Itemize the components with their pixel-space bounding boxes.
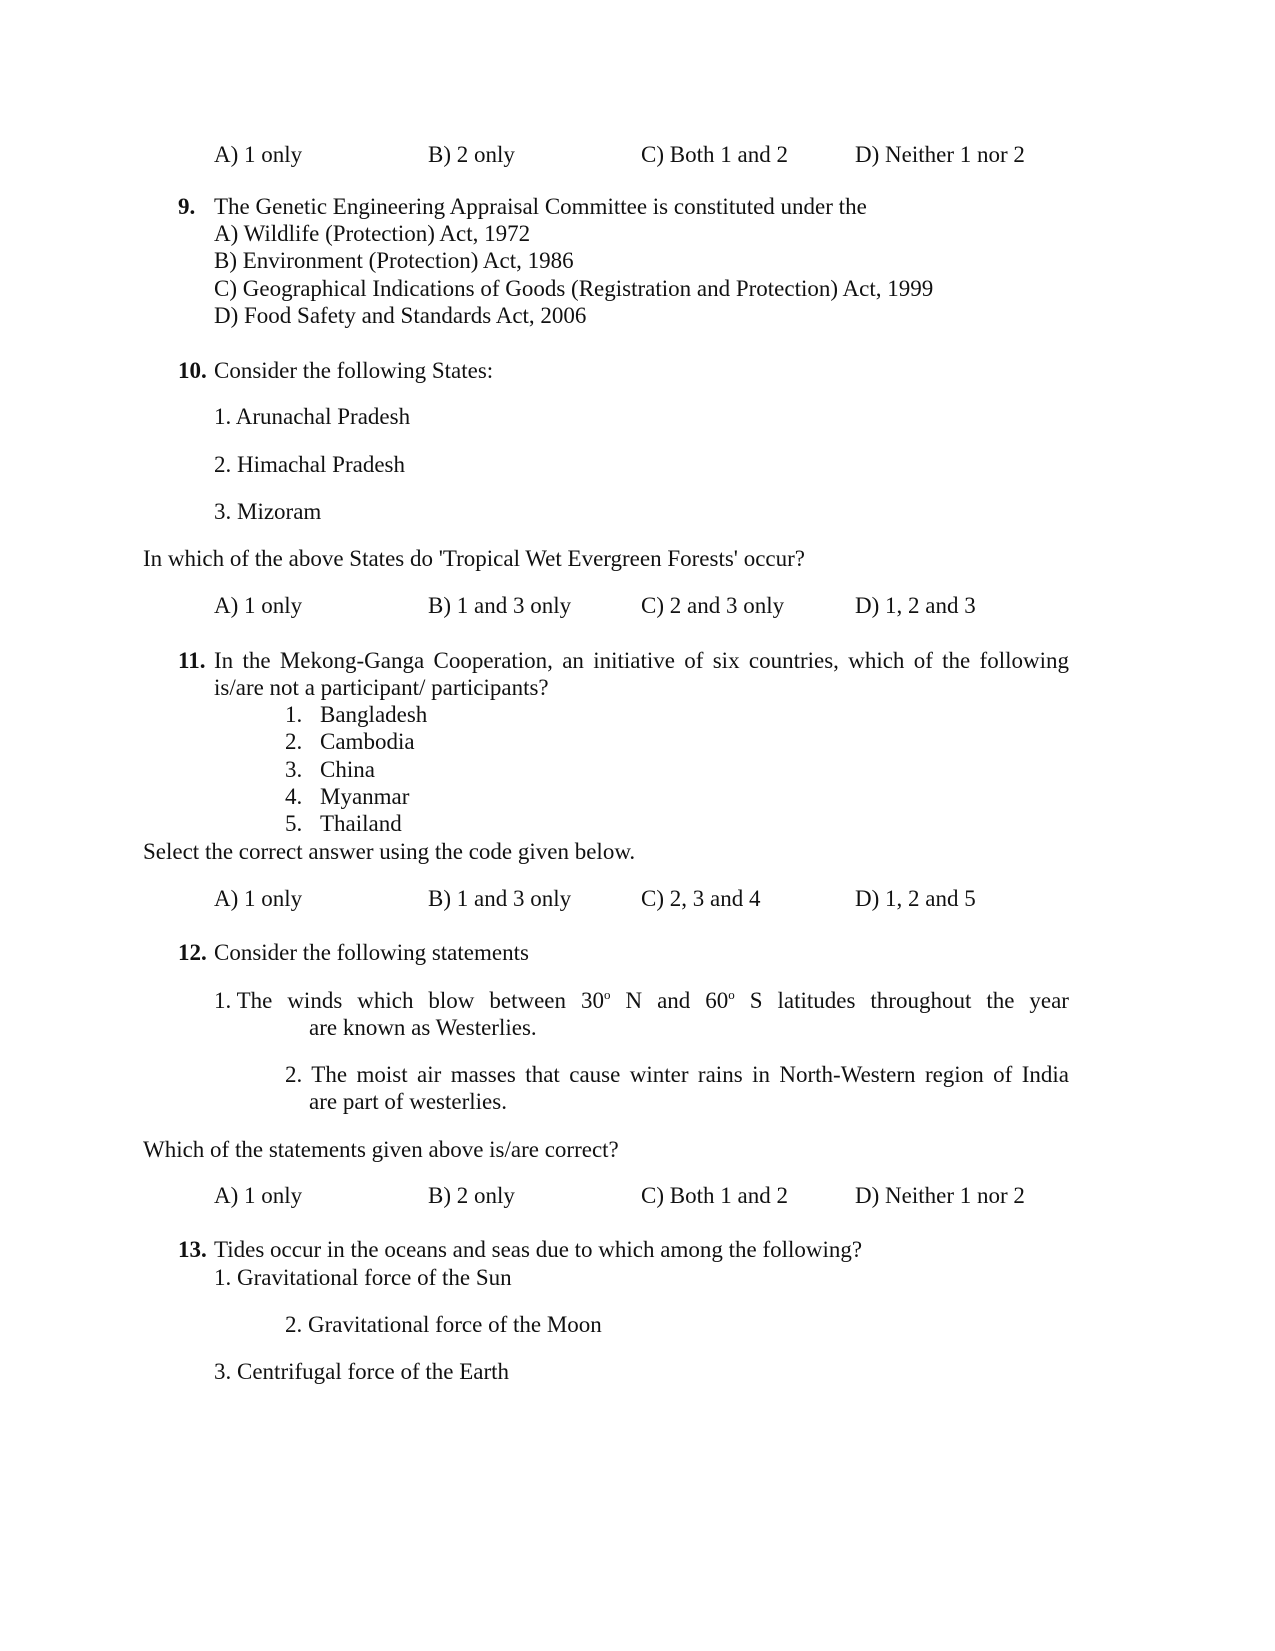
q11-item-text: Cambodia (320, 729, 415, 754)
q12-option-c: C) Both 1 and 2 (641, 1183, 788, 1208)
q11-item-text: Bangladesh (320, 702, 428, 727)
q10-option-a: A) 1 only (214, 593, 303, 618)
q12-s1-word: throughout (870, 988, 972, 1013)
q12-s1-word: blow (428, 988, 475, 1013)
q9-option-a: A) Wildlife (Protection) Act, 1972 (214, 221, 531, 246)
q12-s1-word: 1. The (214, 988, 273, 1013)
q12-s1-word: between (489, 988, 567, 1013)
q11-item-text: Thailand (320, 811, 402, 836)
q8-option-d: D) Neither 1 nor 2 (855, 142, 1025, 167)
q12-statement-1-line-2: are known as Westerlies. (309, 1015, 537, 1040)
q12-s1-latitude-30: 30$^o$ (581, 987, 611, 1013)
q11-item-number: 3. (285, 757, 303, 782)
q13-stem: Tides occur in the oceans and seas due to which among the following? (214, 1237, 863, 1262)
q11-stem-line-2: is/are not a participant/ participants? (214, 675, 549, 700)
q11-option-d: D) 1, 2 and 5 (855, 886, 976, 911)
q12-s1-word: N (625, 988, 643, 1013)
q9-option-d: D) Food Safety and Standards Act, 2006 (214, 303, 587, 328)
q8-option-c: C) Both 1 and 2 (641, 142, 788, 167)
q9-option-c: C) Geographical Indications of Goods (Registration and Protection) Act, 1999 (214, 276, 934, 301)
q12-statement-2-line-1: 2. The moist air masses that cause winter rains in North-Western region of India (285, 1062, 1069, 1087)
q8-option-b: B) 2 only (428, 142, 515, 167)
q13-item-2: 2. Gravitational force of the Moon (285, 1312, 602, 1337)
q13-item-3: 3. Centrifugal force of the Earth (214, 1359, 510, 1384)
q10-option-c: C) 2 and 3 only (641, 593, 785, 618)
q11-item-number: 2. (285, 729, 303, 754)
q11-option-c: C) 2, 3 and 4 (641, 886, 761, 911)
q12-statement-1-line-1 (214, 987, 1069, 1015)
q10-number: 10. (178, 358, 207, 383)
q12-option-a: A) 1 only (214, 1183, 303, 1208)
q11-option-a: A) 1 only (214, 886, 303, 911)
q9-option-b: B) Environment (Protection) Act, 1986 (214, 248, 574, 273)
q10-option-b: B) 1 and 3 only (428, 593, 572, 618)
q12-s1-latitude-60: 60$^o$ (705, 987, 735, 1013)
q12-stem: Consider the following statements (214, 940, 529, 965)
q13-item-1: 1. Gravitational force of the Sun (214, 1265, 512, 1290)
q10-item-1: 1. Arunachal Pradesh (214, 404, 411, 429)
q11-item-text: Myanmar (320, 784, 410, 809)
q12-s1-word: and (657, 988, 691, 1013)
q11-item-number: 5. (285, 811, 303, 836)
q12-statement-2-line-2: are part of westerlies. (309, 1089, 507, 1114)
q11-item-number: 1. (285, 702, 303, 727)
q12-s1-word: winds (287, 988, 343, 1013)
q11-item-text: China (320, 757, 375, 782)
q11-number: 11. (178, 648, 206, 673)
q11-stem-line-1: In the Mekong-Ganga Cooperation, an initiative of six countries, which of the following (214, 648, 1069, 673)
q9-stem: The Genetic Engineering Appraisal Committee is constituted under the (214, 194, 867, 219)
q12-option-b: B) 2 only (428, 1183, 515, 1208)
q12-option-d: D) Neither 1 nor 2 (855, 1183, 1025, 1208)
q12-s1-word: which (357, 988, 414, 1013)
q13-number: 13. (178, 1237, 207, 1262)
q12-number: 12. (178, 940, 207, 965)
q10-option-d: D) 1, 2 and 3 (855, 593, 976, 618)
q11-question: Select the correct answer using the code given below. (143, 839, 636, 864)
q11-item-number: 4. (285, 784, 303, 809)
q12-s1-word: S (749, 988, 763, 1013)
q10-stem: Consider the following States: (214, 358, 494, 383)
q12-s1-word: year (1029, 988, 1069, 1013)
q10-item-2: 2. Himachal Pradesh (214, 452, 405, 477)
q12-question: Which of the statements given above is/are correct? (143, 1137, 619, 1162)
degree-symbol: o (604, 987, 611, 1002)
q10-item-3: 3. Mizoram (214, 499, 322, 524)
degree-symbol: o (728, 987, 735, 1002)
q8-option-a: A) 1 only (214, 142, 303, 167)
q9-number: 9. (178, 194, 196, 219)
q11-option-b: B) 1 and 3 only (428, 886, 572, 911)
q12-s1-word: latitudes (777, 988, 856, 1013)
q12-s1-word: the (986, 988, 1015, 1013)
q10-question: In which of the above States do 'Tropical Wet Evergreen Forests' occur? (143, 546, 805, 571)
